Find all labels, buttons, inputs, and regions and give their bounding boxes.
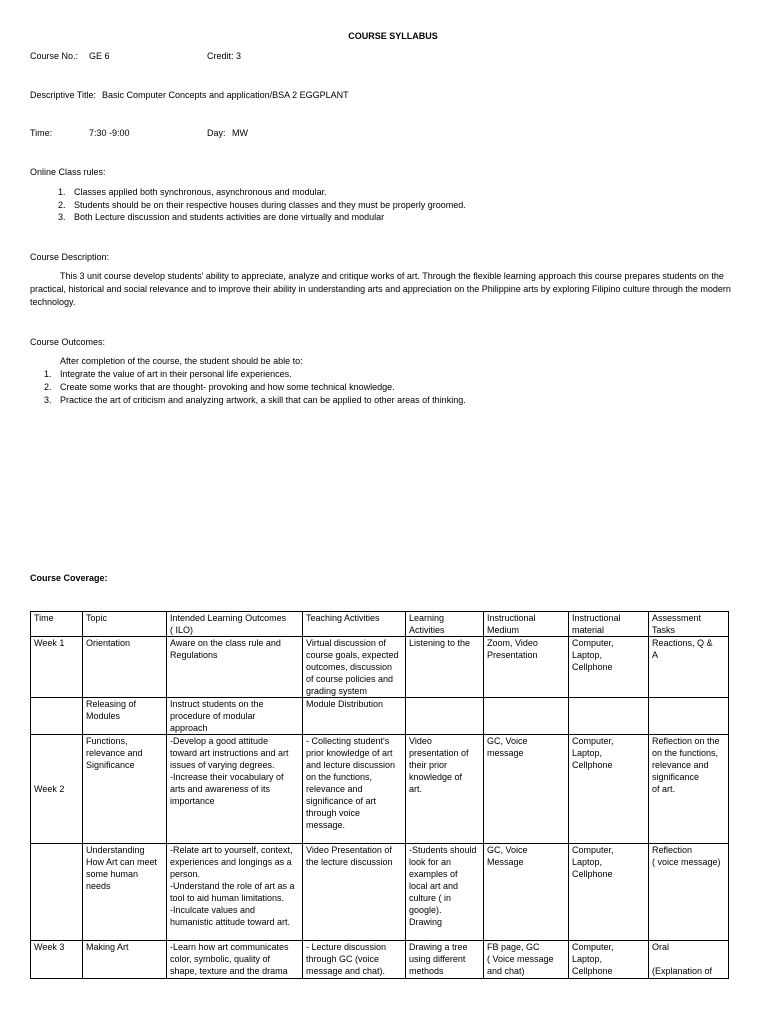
time-label: Time: <box>30 128 53 138</box>
table-cell: Making Art <box>83 941 167 979</box>
table-cell: - Collecting student's prior knowledge of art and lecture discussion on the functions, relevance and significance of art through voice message. <box>303 735 406 844</box>
course-no-label: Course No.: <box>30 51 79 61</box>
table-cell <box>31 698 83 735</box>
table-cell: Understanding How Art can meet some human needs <box>83 844 167 941</box>
table-cell: Virtual discussion of course goals, expected outcomes, discussion of course policies and grading system <box>303 637 406 698</box>
column-header: Topic <box>83 612 167 637</box>
course-outcomes-intro: After completion of the course, the student should be able to: <box>60 356 303 366</box>
table-cell: Video Presentation of the lecture discussion <box>303 844 406 941</box>
table-cell: Week 2 <box>31 735 83 844</box>
table-cell: GC, Voice message <box>484 735 569 844</box>
column-header: Time <box>31 612 83 637</box>
table-cell: -Relate art to yourself, context, experiences and longings as a person. -Understand the role of art as a tool to aid human limitations. -Inculcate values and humanistic attitude toward art. <box>167 844 303 941</box>
list-number: 2. <box>44 382 52 392</box>
table-cell: Week 1 <box>31 637 83 698</box>
table-header-row <box>31 612 729 637</box>
column-header: Learning Activities <box>406 612 484 637</box>
table-cell <box>569 698 649 735</box>
list-number: 3. <box>44 395 52 405</box>
time-value: 7:30 -9:00 <box>89 128 130 138</box>
list-number: 3. <box>58 212 66 222</box>
course-coverage-heading: Course Coverage: <box>30 573 108 583</box>
descriptive-title-value: Basic Computer Concepts and application/BSA 2 EGGPLANT <box>102 90 349 100</box>
table-cell: Releasing of Modules <box>83 698 167 735</box>
table-row <box>31 637 729 698</box>
table-cell: Instruct students on the procedure of modular approach <box>167 698 303 735</box>
online-rules-heading: Online Class rules: <box>30 167 106 177</box>
table-cell <box>406 698 484 735</box>
list-number: 1. <box>44 369 52 379</box>
table-cell: Reflection ( voice message) <box>649 844 729 941</box>
list-number: 2. <box>58 200 66 210</box>
table-cell: Computer, Laptop, Cellphone <box>569 941 649 979</box>
course-description-heading: Course Description: <box>30 252 110 262</box>
table-cell: Computer, Laptop, Cellphone <box>569 735 649 844</box>
course-outcomes-heading: Course Outcomes: <box>30 337 106 347</box>
course-coverage-table <box>30 611 729 979</box>
list-item: Practice the art of criticism and analyzing artwork, a skill that can be applied to other areas of thinking. <box>60 395 466 405</box>
credit-label: Credit: 3 <box>207 51 242 61</box>
day-value: MW <box>232 128 248 138</box>
table-row <box>31 844 729 941</box>
table-cell: Module Distribution <box>303 698 406 735</box>
course-description-text: This 3 unit course develop students' ability to appreciate, analyze and critique works of art. Through the flexible learning approach this course prepares students on the practical, historical and social relevance and to improve their ability in understanding arts and appreciation on the Philippine arts by exploring Filipino culture through the modern technology. <box>30 271 731 307</box>
column-header: Intended Learning Outcomes ( ILO) <box>167 612 303 637</box>
table-cell: Oral (Explanation of <box>649 941 729 979</box>
column-header: Teaching Activities <box>303 612 406 637</box>
table-cell: -Students should look for an examples of local art and culture ( in google). Drawing <box>406 844 484 941</box>
table-cell: Listening to the <box>406 637 484 698</box>
table-cell: Reflection on the on the functions, relevance and significance of art. <box>649 735 729 844</box>
descriptive-title-label: Descriptive Title: <box>30 90 97 100</box>
day-label: Day: <box>207 128 226 138</box>
page-title: COURSE SYLLABUS <box>348 31 438 41</box>
table-cell: Drawing a tree using different methods <box>406 941 484 979</box>
table-row <box>31 698 729 735</box>
course-no-value: GE 6 <box>89 51 110 61</box>
table-row <box>31 941 729 979</box>
table-cell <box>649 698 729 735</box>
table-cell: Video presentation of their prior knowledge of art. <box>406 735 484 844</box>
table-cell <box>484 698 569 735</box>
list-item: Create some works that are thought- provoking and how some technical knowledge. <box>60 382 395 392</box>
table-cell: GC, Voice Message <box>484 844 569 941</box>
list-number: 1. <box>58 187 66 197</box>
table-cell: Aware on the class rule and Regulations <box>167 637 303 698</box>
column-header: Assessment Tasks <box>649 612 729 637</box>
list-item: Integrate the value of art in their personal life experiences. <box>60 369 292 379</box>
table-cell: Functions, relevance and Significance <box>83 735 167 844</box>
column-header: Instructional material <box>569 612 649 637</box>
table-cell: Computer, Laptop, Cellphone <box>569 637 649 698</box>
table-cell: Reactions, Q & A <box>649 637 729 698</box>
table-cell: Orientation <box>83 637 167 698</box>
table-cell: Week 3 <box>31 941 83 979</box>
table-cell: -Develop a good attitude toward art instructions and art issues of varying degrees. -Increase their vocabulary of arts and awareness of its importance <box>167 735 303 844</box>
list-item: Classes applied both synchronous, asynchronous and modular. <box>74 187 327 197</box>
table-cell: - Lecture discussion through GC (voice message and chat). <box>303 941 406 979</box>
list-item: Students should be on their respective houses during classes and they must be properly groomed. <box>74 200 466 210</box>
column-header: Instructional Medium <box>484 612 569 637</box>
table-row <box>31 735 729 844</box>
table-cell: Zoom, Video Presentation <box>484 637 569 698</box>
table-cell: -Learn how art communicates color, symbolic, quality of shape, texture and the drama <box>167 941 303 979</box>
table-cell: Computer, Laptop, Cellphone <box>569 844 649 941</box>
list-item: Both Lecture discussion and students activities are done virtually and modular <box>74 212 385 222</box>
table-cell: FB page, GC ( Voice message and chat) <box>484 941 569 979</box>
table-cell <box>31 844 83 941</box>
